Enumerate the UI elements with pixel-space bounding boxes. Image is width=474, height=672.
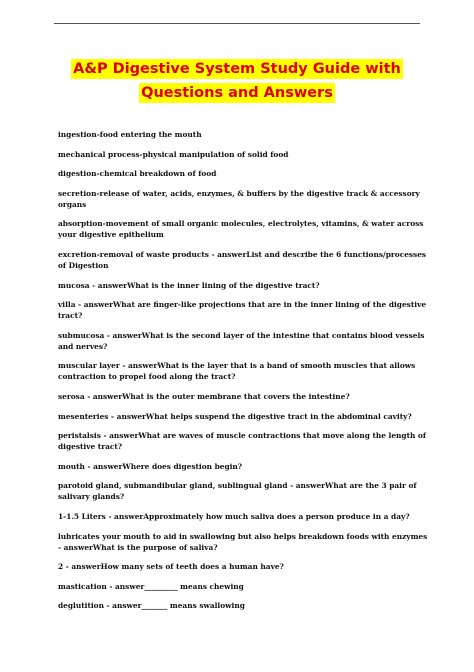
document-title (0, 58, 474, 106)
header-rule (54, 23, 420, 24)
study-guide-body (58, 129, 430, 620)
entry-serosa: serosa - answerWhat is the outer membrane that covers the intestine? (58, 391, 350, 401)
entry-excretion: excretion-removal of waste products - answerList and describe the 6 functions/processes of Digestion (58, 249, 427, 270)
entry-secretion: secretion-release of water, acids, enzymes, & buffers by the digestive track & accessory organs (58, 188, 420, 209)
entry-submucosa: submucosa - answerWhat is the second layer of the intestine that contains blood vessels and nerves? (58, 330, 425, 351)
entry-salivary-glands: parotoid gland, submandibular gland, sublingual gland - answerWhat are the 3 pair of salivary glands? (58, 481, 417, 502)
entry-mesenteries: mesenteries - answerWhat helps suspend the digestive tract in the abdominal cavity? (58, 411, 412, 421)
entry-mechanical-process: mechanical process-physical manipulation of solid food (58, 149, 289, 159)
entry-teeth-sets: 2 - answerHow many sets of teeth does a human have? (58, 562, 284, 572)
title-line-1: A&P Digestive System Study Guide with (73, 61, 401, 77)
entry-deglutition: deglutition - answer_______ means swallowing (58, 601, 245, 611)
entry-digestion: digestion-chemical breakdown of food (58, 169, 217, 179)
entry-mouth: mouth - answerWhere does digestion begin? (58, 461, 243, 471)
entry-mucosa: mucosa - answerWhat is the inner lining of the digestive tract? (58, 280, 320, 290)
entry-saliva-purpose: lubricates your mouth to aid in swallowing but also helps breakdown foods with enzymes - answerWhat is the purpose of saliva? (58, 531, 428, 552)
entry-ingestion: ingestion-food entering the mouth (58, 130, 202, 139)
title-line-2: Questions and Answers (141, 85, 333, 101)
entry-saliva-volume: 1-1.5 Liters - answerApproximately how much saliva does a person produce in a day? (58, 511, 410, 521)
entry-absorption: absorption-movement of small organic molecules, electrolytes, vitamins, & water across your digestive epithelium (58, 219, 424, 240)
entry-villa: villa - answerWhat are finger-like projections that are in the inner lining of the digestive tract? (58, 300, 427, 321)
entry-muscular-layer: muscular layer - answerWhat is the layer that is a band of smooth muscles that allows contraction to propel food along the tract? (58, 361, 416, 382)
entry-mastication: mastication - answer_________ means chewing (58, 581, 244, 591)
entry-peristalsis: peristalsis - answerWhat are waves of muscle contractions that move along the length of digestive tract? (58, 431, 427, 452)
